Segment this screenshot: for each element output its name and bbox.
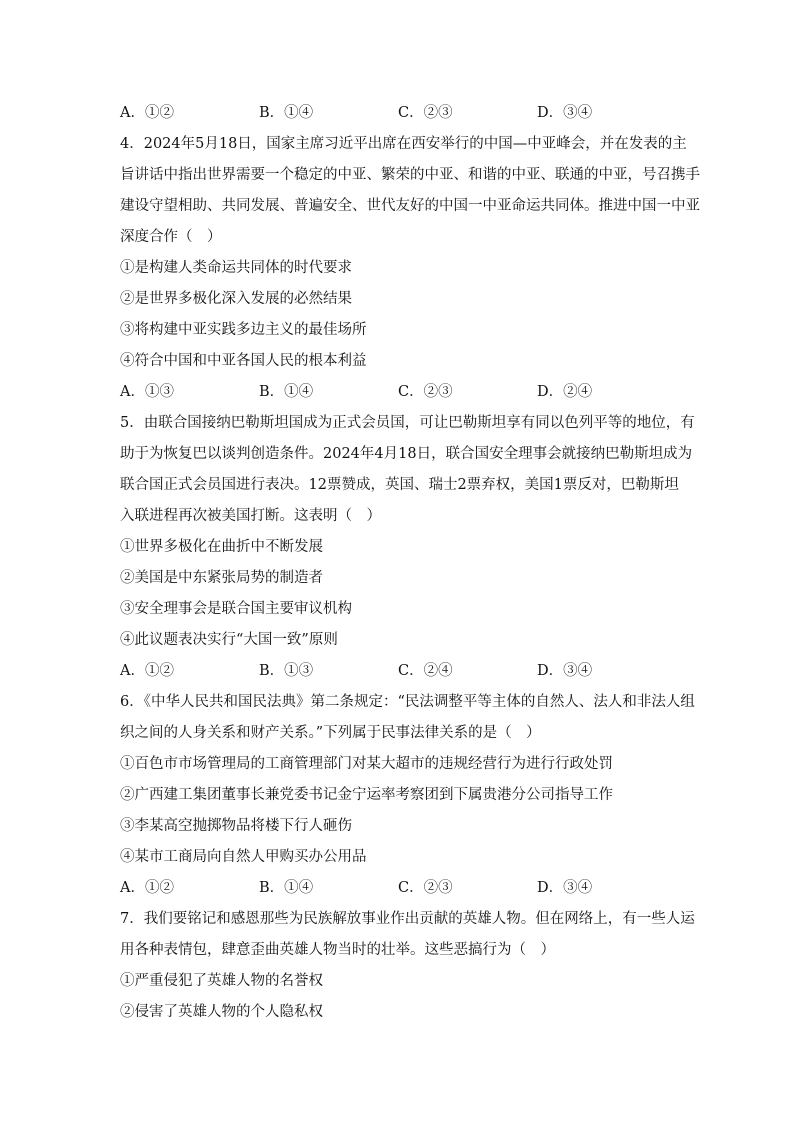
q5-stem-line: 入联进程再次被美国打断。这表明（ ） [120,508,381,524]
q6-item: ②广西建工集团董事长兼党委书记金宁运率考察团到下属贵港分公司指导工作 [120,787,613,803]
q3-options [120,103,680,123]
q4-option-d[interactable]: D．②④ [537,384,593,400]
q5-item: ④此议题表决实行“大国一致”原则 [120,632,338,648]
q4-item: ②是世界多极化深入发展的必然结果 [120,291,352,307]
q6-stem-line: 6．《中华人民共和国民法典》第二条规定：“民法调整平等主体的自然人、法人和非法人组 [120,694,695,710]
q7-item: ①严重侵犯了英雄人物的名誉权 [120,973,323,989]
q6-item: ③李某高空抛掷物品将楼下行人砸伤 [120,818,352,834]
q5-option-d[interactable]: D．③④ [537,663,593,679]
q4-stem-line: 建设守望相助、共同发展、普遍安全、世代友好的中国一中亚命运共同体。推进中国一中亚 [120,198,700,214]
q5-option-a[interactable]: A．①② [120,663,174,679]
q4-option-a[interactable]: A．①③ [120,384,174,400]
q4-stem-line: 深度合作（ ） [120,229,222,245]
q7-item: ②侵害了英雄人物的个人隐私权 [120,1004,323,1020]
q6-item: ①百色市市场管理局的工商管理部门对某大超市的违规经营行为进行行政处罚 [120,756,613,772]
q6-item: ④某市工商局向自然人甲购买办公用品 [120,849,367,865]
q5-options [120,661,680,681]
q6-option-c[interactable]: C．②③ [398,880,453,896]
q7-stem-line: 7．我们要铭记和感恩那些为民族解放事业作出贡献的英雄人物。但在网络上，有一些人运 [120,911,695,927]
q4-stem-line: 旨讲话中指出世界需要一个稳定的中亚、繁荣的中亚、和谐的中亚、联通的中亚，号召携手 [120,167,700,183]
q6-option-d[interactable]: D．③④ [537,880,593,896]
q7-stem-line: 用各种表情包，肆意歪曲英雄人物当时的壮举。这些恶搞行为（ ） [120,942,555,958]
q3-option-a[interactable]: A．①② [120,105,174,121]
q4-option-b[interactable]: B．①④ [259,384,314,400]
q6-options [120,878,680,898]
q3-option-d[interactable]: D．③④ [537,105,593,121]
q4-options [120,382,680,402]
q5-item: ①世界多极化在曲折中不断发展 [120,539,323,555]
q6-option-b[interactable]: B．①④ [259,880,314,896]
q5-stem-line: 5．由联合国接纳巴勒斯坦国成为正式会员国，可让巴勒斯坦享有同以色列平等的地位，有 [120,415,695,431]
q5-item: ③安全理事会是联合国主要审议机构 [120,601,352,617]
q5-option-c[interactable]: C．②④ [398,663,453,679]
q5-stem-line: 联合国正式会员国进行表决。12票赞成，英国、瑞士2票弃权，美国1票反对，巴勒斯坦 [120,477,679,493]
q4-item: ④符合中国和中亚各国人民的根本利益 [120,353,367,369]
q3-option-b[interactable]: B．①④ [259,105,314,121]
q3-option-c[interactable]: C．②③ [398,105,453,121]
q4-stem-line: 4．2024年5月18日，国家主席习近平出席在西安举行的中国—中亚峰会，并在发表的主 [120,136,687,152]
q6-option-a[interactable]: A．①② [120,880,174,896]
q4-option-c[interactable]: C．②③ [398,384,453,400]
q4-item: ③将构建中亚实践多边主义的最佳场所 [120,322,367,338]
q6-stem-line: 织之间的人身关系和财产关系。”下列属于民事法律关系的是（ ） [120,725,541,741]
q5-option-b[interactable]: B．①③ [259,663,314,679]
q5-stem-line: 助于为恢复巴以谈判创造条件。2024年4月18日，联合国安全理事会就接纳巴勒斯坦成为 [120,446,693,462]
q4-item: ①是构建人类命运共同体的时代要求 [120,260,352,276]
q5-item: ②美国是中东紧张局势的制造者 [120,570,323,586]
